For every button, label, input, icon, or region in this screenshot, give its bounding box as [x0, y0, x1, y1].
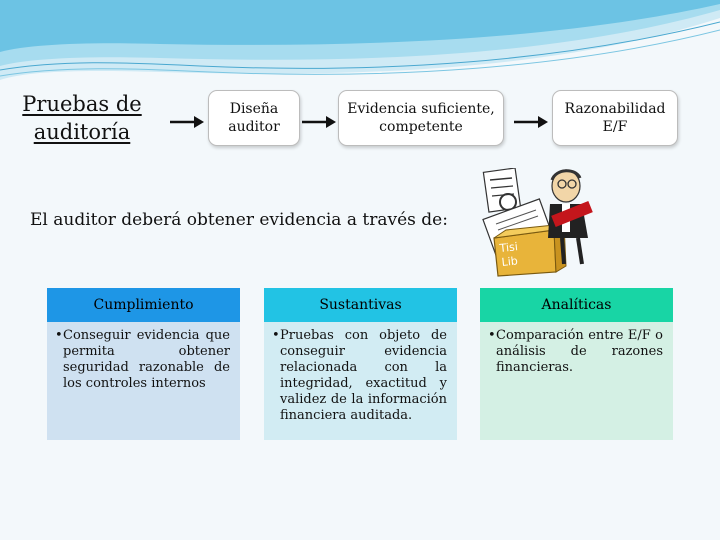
- column-header-compliance: [47, 288, 240, 322]
- page-title: Pruebas de auditoría: [22, 92, 142, 144]
- auditor-with-papers-icon: [478, 168, 598, 278]
- column-header-label: Sustantivas: [319, 297, 402, 313]
- column-text: Pruebas con objeto de conseguir evidencia relacionada con la integridad, exactitud y validez de la información financiera auditada.: [280, 328, 447, 423]
- flow-step-label: Evidencia suficiente, competente: [347, 101, 495, 135]
- column-body-compliance: [47, 322, 240, 440]
- svg-text:Lib: Lib: [500, 254, 519, 269]
- section-subtitle: El auditor deberá obtener evidencia a través de:: [30, 210, 448, 230]
- svg-text:Tisi: Tisi: [498, 240, 519, 255]
- arrow-right-icon: [514, 115, 548, 129]
- bullet-icon: •: [55, 328, 63, 343]
- flow-step-design: [208, 90, 300, 146]
- flow-step-label: Razonabilidad E/F: [564, 101, 666, 135]
- arrow-right-icon: [302, 115, 336, 129]
- column-header-substantive: [264, 288, 457, 322]
- column-text: Conseguir evidencia que permita obtener seguridad razonable de los controles internos: [63, 328, 230, 391]
- bullet-icon: •: [488, 328, 496, 343]
- arrow-right-icon: [170, 115, 204, 129]
- flow-step-label: Diseña auditor: [228, 101, 280, 135]
- column-body-analytical: [480, 322, 673, 440]
- bullet-icon: •: [272, 328, 280, 343]
- column-header-analytical: [480, 288, 673, 322]
- header-wave: [0, 0, 720, 90]
- column-body-substantive: [264, 322, 457, 440]
- flow-step-reasonableness: [552, 90, 678, 146]
- column-text: Comparación entre E/F o análisis de razones financieras.: [496, 328, 663, 375]
- column-header-label: Analíticas: [541, 297, 612, 313]
- column-header-label: Cumplimiento: [93, 297, 194, 313]
- flow-step-evidence: [338, 90, 504, 146]
